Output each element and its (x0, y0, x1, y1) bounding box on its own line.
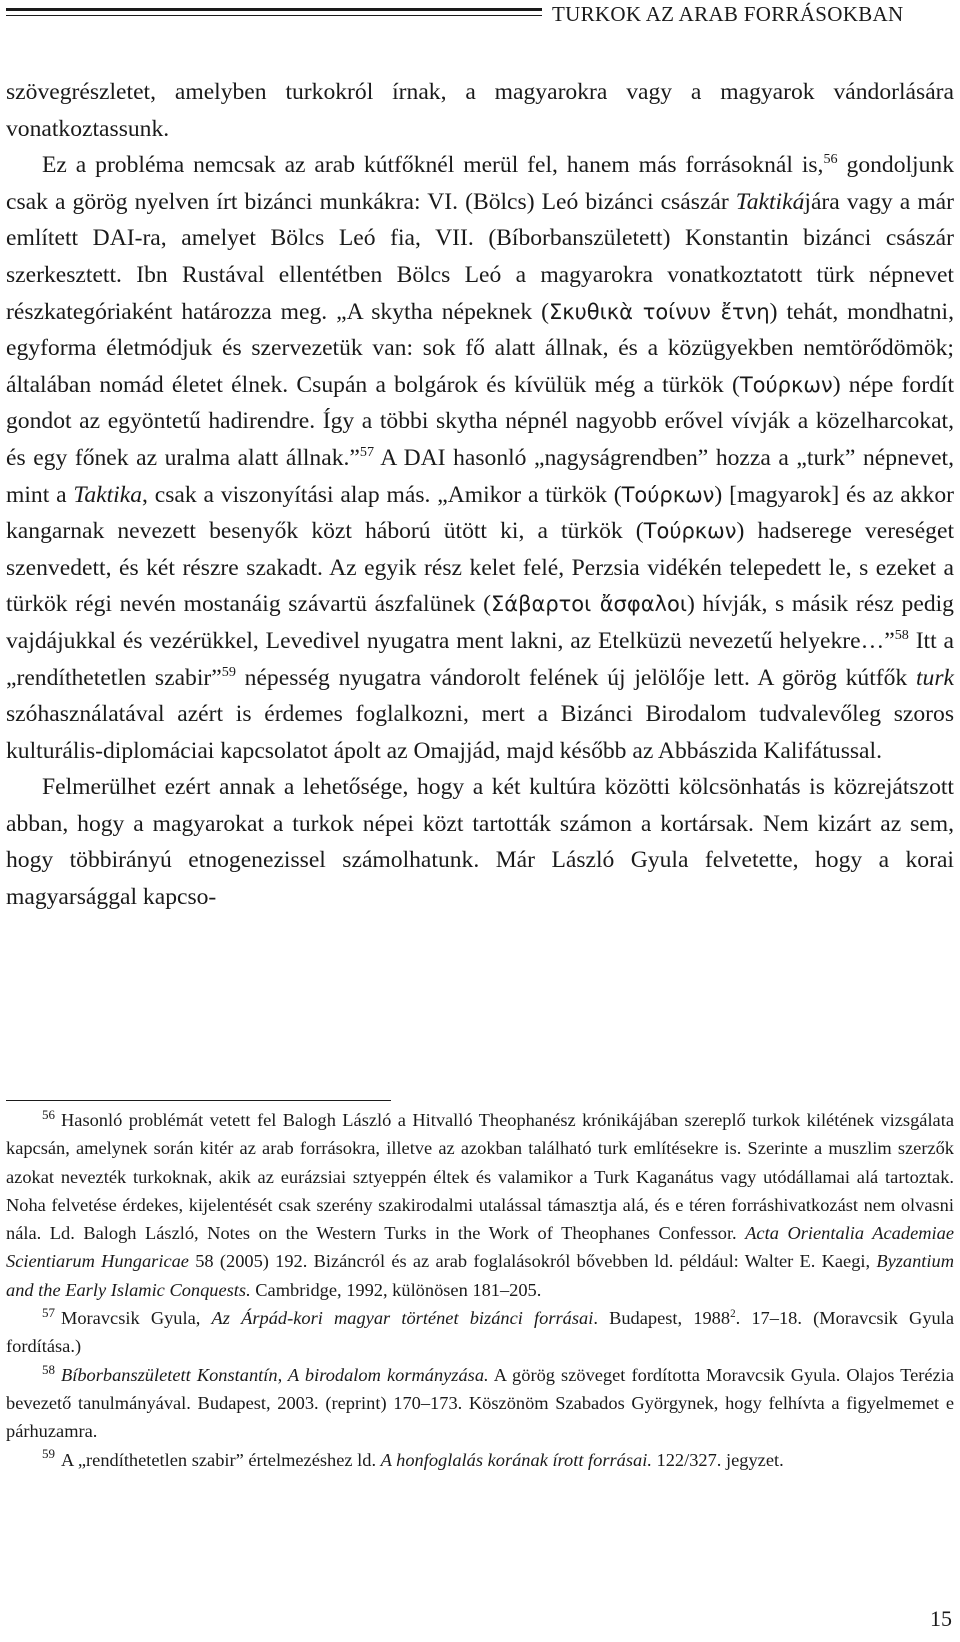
page-number: 15 (930, 1606, 952, 1631)
greek-word: Τούρκων (643, 519, 737, 544)
footnote-ref-59[interactable]: 59 (221, 663, 236, 680)
paragraph-3: Felmerülhet ezért annak a lehetősége, hogy a két kultúra közötti kölcsönhatás is közrejátszott abban, hogy a magyarokat a turkok népei közt tartották számon a kortársak. Nem kizárt az sem, hogy többirányú etnogenezissel számolhatunk. Már László Gyula felvetette, hogy a korai magyarsággal kapcso- (6, 774, 954, 911)
footnote-number: 58 (42, 1361, 55, 1377)
footnote-ref-57[interactable]: 57 (359, 444, 375, 461)
footnote-57: $^{57}$ Moravcsik Gyula, Az Árpád-kori magyar történet bizánci forrásai. Budapest, 1988$^2$. 17–18. (Moravcsik Gyula fordítása.) (6, 1304, 954, 1357)
footnote-number: 59 (42, 1446, 55, 1462)
italic-book-title: A honfoglalás korának írott forrásai. (380, 1449, 652, 1470)
footnote-58: $^{58}$ Bíborbanszületett Konstantín, A birodalom kormányzása. A görög szöveget fordította Moravcsik Gyula. Olajos Terézia bevezető tanulmányával. Budapest, 2003. (reprint) 170–173. Köszönöm Szabados Györgynek, hogy felhívta a figyelmemet e párhuzamra. (6, 1361, 954, 1442)
italic-taktika: Taktiká (735, 188, 805, 215)
paragraph-2: Ez a probléma nemcsak az arab kútfőknél merül fel, hanem más forrásoknál is,$^{56}$ gondoljunk csak a görög nyelven írt bizánci munkákra: VI. (Bölcs) Leó bizánci császár Taktikájára vagy a már említett DAI-ra, amelyet Bölcs Leó fia, VII. (Bíborbanszületett) Konstantin bizánci császár szerkesztett. Ibn Rustával ellentétben Bölcs Leó a magyarokra vonatkoztatott türk népnevet részkategóriaként határozza meg. „A skytha népeknek (Σκυθικὰ τοίνυν ἔτνη) tehát, mondhatni, egyforma életmódjuk és szervezetük van: sok fő alatt állnak, és a közügyekben nemtörődömök; általában nomád életet élnek. Csupán a bolgárok és kívülük még a türkök (Τούρκων) népe fordít gondot az egyöntetű hadirendre. Így a többi skytha népnél nagyobb erővel vívják a közelharcokat, és egy főnek az uralma alatt állnak.”$^{57}$ A DAI hasonló „nagyságrendben” hozza a „turk” népnevet, mint a Taktika, csak a viszonyítási alap más. „Amikor a türkök (Τούρκων) [magyarok] és az akkor kangarnak nevezett besenyők közt háború ütött ki, a türkök (Τούρκων) hadserege vereséget szenvedett, és két részre szakadt. Az egyik rész kelet felé, Perzsia vidékén telepedett le, s ezeket a türkök régi nevén mostanáig szávartü ászfalünek (Σάβαρτοι ἄσφαλοι) hívják, s másik rész pedig vajdájukkal és vezérükkel, Levedivel nyugatra ment lakni, az Etelküzü nevezetű helyekre…”$^{58}$ Itt a „rendíthetetlen szabir”$^{59}$ népesség nyugatra vándorolt felének új jelölője lett. A görög kútfők turk szóhasználatával azért is érdemes foglalkozni, mert a Bizánci Birodalom tudvalevőleg szoros kulturális-diplomáciai kapcsolatot ápolt az Omajjád, majd később az Abbászida Kalifátussal. (6, 151, 955, 764)
greek-phrase: Σκυθικὰ τοίνυν ἔτνη (549, 299, 770, 324)
footnote-56: $^{56}$ Hasonló problémát vetett fel Balogh László a Hitvalló Theophanész krónikájában szereplő turkok kilétének vizsgálata kapcsán, amelynek során kitér az arab forrásokra, illetve az azokban található turk említésekre is. Szerinte a muszlim szerzők azokat nevezték turkoknak, akik az eurázsiai sztyeppén éltek és valamikor a Turk Kaganátus vagy utódállamai alá tartoztak. Noha felvetése érdekes, kijelentését csak szerény szakirodalmi utalással támasztja alá, és e téren forráshivatkozást nem olvasni nála. Ld. Balogh László, Notes on the Western Turks in the Work of Theophanes Confessor. Acta Orientalia Academiae Scientiarum Hungaricae 58 (2005) 192. Bizáncról és az arab foglalásokról bővebben ld. például: Walter E. Kaegi, Byzantium and the Early Islamic Conquests. Cambridge, 1992, különösen 181–205. (6, 1106, 954, 1300)
footnote-number: 57 (42, 1304, 55, 1320)
header-rule-thin (6, 15, 542, 16)
italic-journal: Acta Orientalia Academiae Scientiarum Hungaricae (6, 1223, 954, 1272)
footnote-59: $^{59}$ A „rendíthetetlen szabir” értelmezéshez ld. A honfoglalás korának írott forrásai. 122/327. jegyzet. (42, 1446, 784, 1470)
footnote-number: 56 (42, 1106, 55, 1122)
footnote-ref-58[interactable]: 58 (894, 627, 909, 644)
footnotes (6, 1106, 954, 1474)
italic-book-title: Bíborbanszületett Konstantín, A birodalom kormányzása. (61, 1364, 489, 1385)
running-head (0, 0, 960, 44)
header-rule-thick (6, 8, 542, 11)
main-text (6, 74, 954, 916)
greek-word: Τούρκων (621, 482, 715, 507)
running-head-title: TURKOK AZ ARAB FORRÁSOKBAN (552, 2, 904, 26)
greek-phrase: Σάβαρτοι ἄσφαλοι (490, 592, 687, 617)
italic-book-title: Az Árpád-kori magyar történet bizánci forrásai (211, 1308, 594, 1329)
italic-book-title: Byzantium and the Early Islamic Conquests. (6, 1251, 954, 1300)
italic-taktika: Taktika (73, 481, 143, 508)
edition-superscript: 2 (730, 1307, 736, 1320)
paragraph-1: szövegrészletet, amelyben turkokról írnak, a magyarokra vagy a magyarok vándorlására vonatkoztassunk. (6, 79, 954, 142)
italic-turk: turk (915, 664, 954, 691)
greek-word: Τούρκων (739, 372, 833, 397)
footnote-separator (6, 1100, 391, 1101)
footnote-ref-56[interactable]: 56 (823, 151, 838, 168)
